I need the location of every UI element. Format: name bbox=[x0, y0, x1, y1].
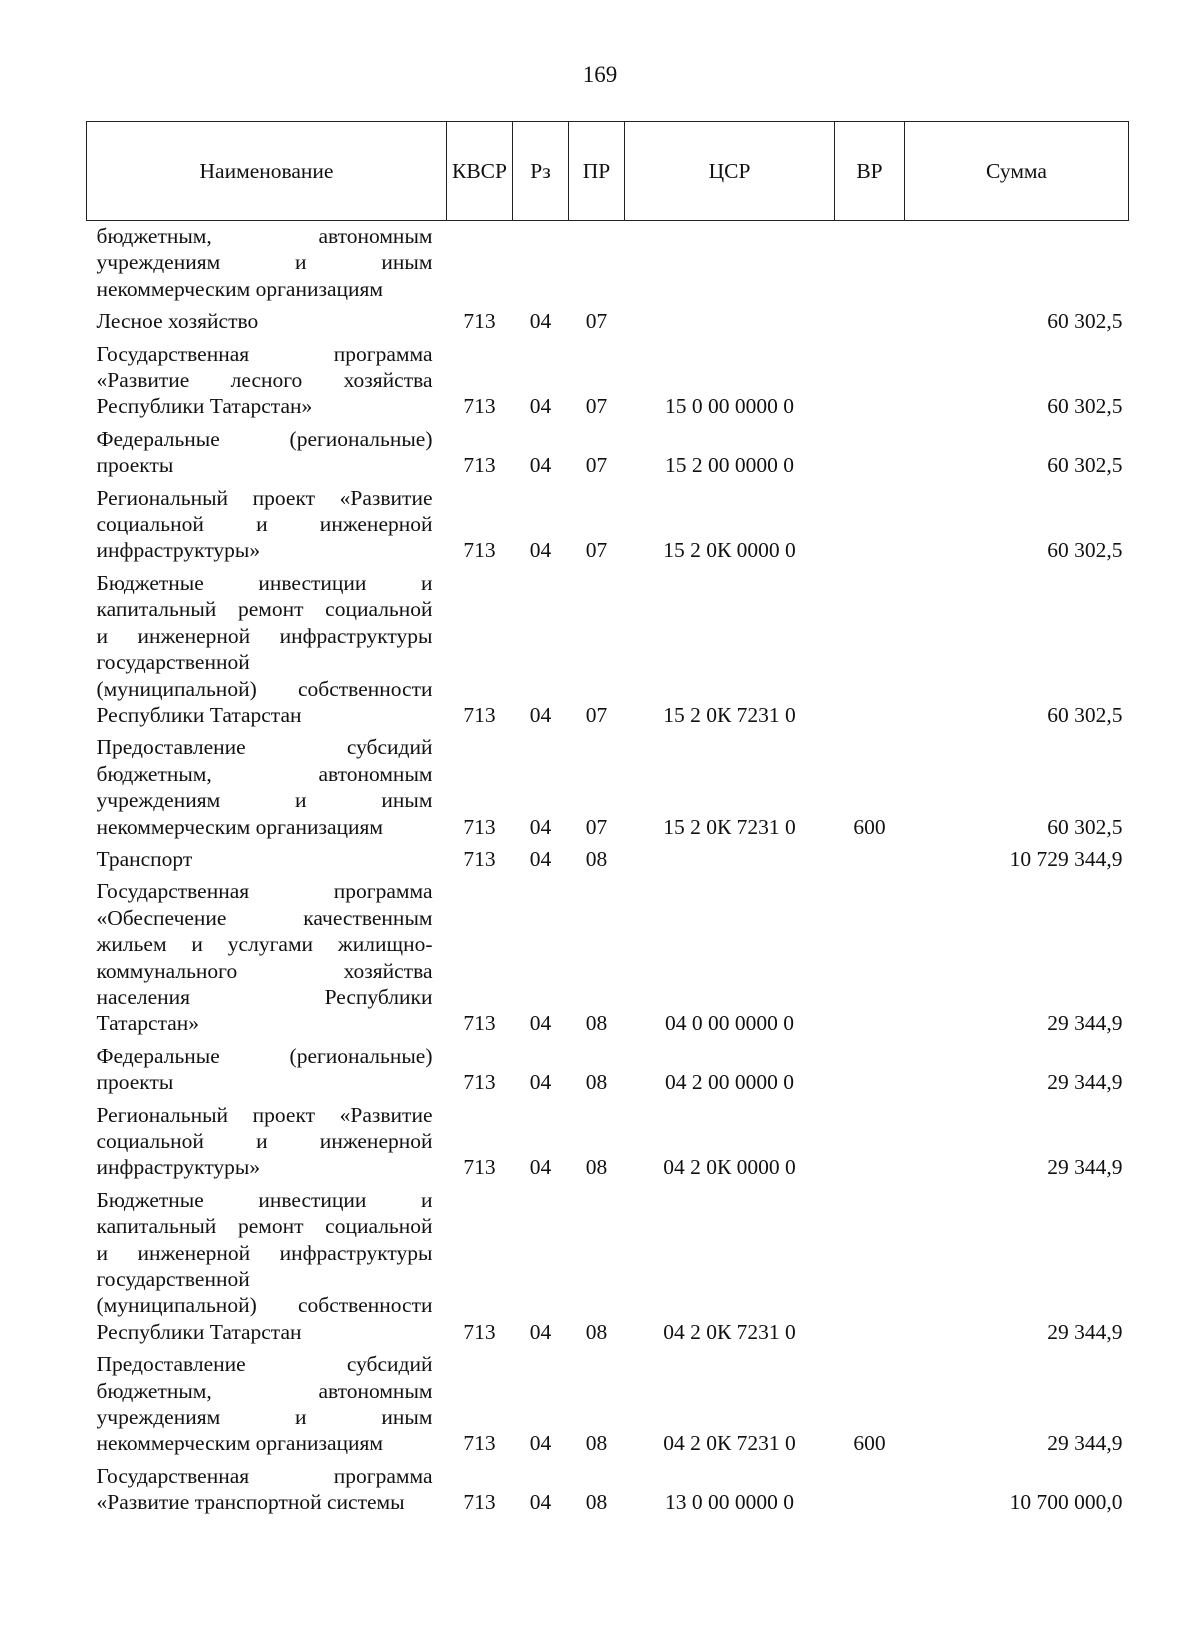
cell-csr: 04 2 0К 7231 0 bbox=[663, 1431, 796, 1456]
name-line: государственной bbox=[96, 1267, 250, 1292]
cell-name bbox=[87, 1099, 447, 1184]
cell-rz: 04 bbox=[529, 814, 552, 839]
cell-rz: 04 bbox=[529, 394, 552, 419]
cell-csr: 15 2 00 0000 0 bbox=[665, 453, 794, 478]
table-header bbox=[87, 122, 1129, 221]
name-line: Лесное хозяйство bbox=[96, 309, 259, 334]
cell-name bbox=[87, 338, 447, 423]
cell-pr: 08 bbox=[585, 1431, 608, 1456]
cell-pr: 07 bbox=[585, 309, 608, 334]
cell-name bbox=[87, 1348, 447, 1460]
name-line: Федеральные (региональные) bbox=[96, 1043, 433, 1068]
name-line: капитальный ремонт социальной bbox=[96, 597, 433, 622]
cell-vr bbox=[835, 221, 905, 306]
cell-kvsr: 713 bbox=[463, 394, 496, 419]
table-row bbox=[87, 1099, 1129, 1184]
cell-csr bbox=[625, 305, 835, 337]
name-line: Региональный проект «Развитие bbox=[96, 1102, 433, 1127]
name-line: инфраструктуры» bbox=[96, 538, 261, 563]
cell-pr: 08 bbox=[585, 1155, 608, 1180]
cell-sum bbox=[905, 221, 1129, 306]
cell-rz: 04 bbox=[529, 1319, 552, 1344]
name-line: и инженерной инфраструктуры bbox=[96, 623, 433, 648]
cell-sum: 29 344,9 bbox=[1047, 1155, 1123, 1180]
name-line: коммунального хозяйства bbox=[96, 958, 433, 983]
name-line: «Обеспечение качественным bbox=[96, 905, 433, 930]
name-line: Татарстан» bbox=[96, 1011, 200, 1036]
cell-pr: 07 bbox=[585, 453, 608, 478]
name-line: Государственная программа bbox=[96, 1463, 433, 1488]
cell-name bbox=[87, 731, 447, 843]
table-row bbox=[87, 731, 1129, 843]
name-line: социальной и инженерной bbox=[96, 1129, 433, 1153]
cell-sum: 60 302,5 bbox=[1047, 814, 1123, 839]
cell-vr bbox=[835, 1099, 905, 1184]
table-body bbox=[87, 221, 1129, 1519]
name-line: и инженерной инфраструктуры bbox=[96, 1240, 433, 1265]
page-number: 169 bbox=[582, 62, 618, 87]
cell-pr: 07 bbox=[585, 702, 608, 727]
cell-kvsr: 713 bbox=[463, 538, 496, 563]
name-line: Региональный проект «Развитие bbox=[96, 485, 433, 510]
name-line: Государственная программа bbox=[96, 879, 433, 904]
cell-rz: 04 bbox=[529, 846, 552, 871]
name-line: «Развитие транспортной системы bbox=[96, 1490, 405, 1515]
name-line: «Развитие лесного хозяйства bbox=[96, 368, 433, 393]
name-line: Республики Татарстан bbox=[96, 1319, 302, 1344]
name-line: инфраструктуры» bbox=[96, 1155, 261, 1180]
cell-pr: 08 bbox=[585, 1011, 608, 1036]
cell-rz: 04 bbox=[529, 538, 552, 563]
name-line: Республики Татарстан» bbox=[96, 394, 313, 419]
name-line: некоммерческим организациям bbox=[96, 814, 383, 839]
cell-sum: 29 344,9 bbox=[1047, 1070, 1123, 1095]
cell-vr bbox=[835, 1184, 905, 1348]
cell-rz: 04 bbox=[529, 1011, 552, 1036]
cell-sum: 60 302,5 bbox=[1047, 702, 1123, 727]
name-line: Предоставление субсидий bbox=[96, 1352, 433, 1377]
table-row bbox=[87, 843, 1129, 875]
table-row bbox=[87, 1040, 1129, 1099]
cell-vr bbox=[835, 875, 905, 1039]
cell-pr: 08 bbox=[585, 1070, 608, 1095]
cell-rz: 04 bbox=[529, 453, 552, 478]
header-sum: Сумма bbox=[905, 122, 1129, 221]
table-row bbox=[87, 338, 1129, 423]
budget-table bbox=[86, 121, 1129, 1519]
cell-rz bbox=[513, 221, 569, 306]
cell-name bbox=[87, 875, 447, 1039]
cell-kvsr: 713 bbox=[463, 1011, 496, 1036]
table-row bbox=[87, 567, 1129, 731]
cell-pr: 07 bbox=[585, 394, 608, 419]
cell-rz: 04 bbox=[529, 1490, 552, 1515]
cell-name bbox=[87, 482, 447, 567]
cell-name bbox=[87, 305, 447, 337]
cell-vr bbox=[835, 305, 905, 337]
cell-csr: 13 0 00 0000 0 bbox=[665, 1490, 794, 1515]
cell-vr bbox=[835, 567, 905, 731]
name-line: бюджетным, автономным bbox=[96, 761, 433, 786]
name-line: некоммерческим организациям bbox=[96, 276, 383, 301]
name-line: проекты bbox=[96, 453, 174, 478]
header-rz: Рз bbox=[513, 122, 569, 221]
name-line: капитальный ремонт социальной bbox=[96, 1214, 433, 1239]
name-line: учреждениям и иным bbox=[96, 788, 433, 813]
cell-pr: 08 bbox=[585, 1319, 608, 1344]
cell-sum: 29 344,9 bbox=[1047, 1319, 1123, 1344]
cell-kvsr: 713 bbox=[463, 1319, 496, 1344]
cell-sum: 60 302,5 bbox=[1047, 394, 1123, 419]
table-row bbox=[87, 423, 1129, 482]
cell-vr bbox=[835, 1040, 905, 1099]
cell-name bbox=[87, 1040, 447, 1099]
cell-sum: 10 700 000,0 bbox=[1009, 1490, 1123, 1515]
table-row bbox=[87, 875, 1129, 1039]
cell-kvsr bbox=[447, 221, 513, 306]
cell-sum: 60 302,5 bbox=[1047, 453, 1123, 478]
table-row bbox=[87, 1460, 1129, 1519]
name-line: Предоставление субсидий bbox=[96, 735, 433, 760]
cell-name bbox=[87, 1460, 447, 1519]
table-row bbox=[87, 1348, 1129, 1460]
cell-kvsr: 713 bbox=[463, 453, 496, 478]
cell-name bbox=[87, 423, 447, 482]
cell-csr: 15 2 0К 0000 0 bbox=[663, 538, 796, 563]
cell-csr bbox=[625, 221, 835, 306]
cell-csr: 04 2 0К 7231 0 bbox=[663, 1319, 796, 1344]
cell-vr bbox=[835, 338, 905, 423]
name-line: Республики Татарстан bbox=[96, 702, 302, 727]
name-line: государственной bbox=[96, 650, 250, 675]
name-line: проекты bbox=[96, 1070, 174, 1095]
name-line: населения Республики bbox=[96, 984, 433, 1009]
cell-kvsr: 713 bbox=[463, 702, 496, 727]
name-line: социальной и инженерной bbox=[96, 512, 433, 537]
table-row bbox=[87, 482, 1129, 567]
cell-rz: 04 bbox=[529, 1070, 552, 1095]
cell-vr: 600 bbox=[853, 814, 886, 839]
cell-kvsr: 713 bbox=[463, 814, 496, 839]
cell-csr: 15 0 00 0000 0 bbox=[665, 394, 794, 419]
cell-name bbox=[87, 221, 447, 306]
name-line: Государственная программа bbox=[96, 341, 433, 366]
cell-csr: 15 2 0К 7231 0 bbox=[663, 702, 796, 727]
name-line: учреждениям и иным bbox=[96, 1405, 433, 1430]
name-line: жильем и услугами жилищно- bbox=[96, 932, 433, 957]
cell-pr: 07 bbox=[585, 538, 608, 563]
cell-sum: 10 729 344,9 bbox=[1009, 846, 1123, 871]
header-vr: ВР bbox=[835, 122, 905, 221]
name-line: Федеральные (региональные) bbox=[96, 426, 433, 451]
header-csr: ЦСР bbox=[625, 122, 835, 221]
cell-pr: 08 bbox=[585, 1490, 608, 1515]
cell-vr bbox=[835, 1460, 905, 1519]
cell-pr: 08 bbox=[585, 846, 608, 871]
cell-pr bbox=[569, 221, 625, 306]
cell-name bbox=[87, 843, 447, 875]
cell-csr: 04 2 00 0000 0 bbox=[665, 1070, 794, 1095]
cell-csr bbox=[625, 843, 835, 875]
table-row bbox=[87, 1184, 1129, 1348]
cell-csr: 15 2 0К 7231 0 bbox=[663, 814, 796, 839]
cell-vr: 600 bbox=[853, 1431, 886, 1456]
name-line: Транспорт bbox=[96, 846, 193, 871]
cell-name bbox=[87, 1184, 447, 1348]
cell-sum: 60 302,5 bbox=[1047, 309, 1123, 334]
header-name: Наименование bbox=[87, 122, 447, 221]
cell-name bbox=[87, 567, 447, 731]
name-line: некоммерческим организациям bbox=[96, 1431, 383, 1456]
table-row bbox=[87, 305, 1129, 337]
name-line: (муниципальной) собственности bbox=[96, 1293, 433, 1318]
cell-kvsr: 713 bbox=[463, 1070, 496, 1095]
cell-rz: 04 bbox=[529, 309, 552, 334]
name-line: бюджетным, автономным bbox=[96, 1378, 433, 1403]
cell-rz: 04 bbox=[529, 1155, 552, 1180]
cell-vr bbox=[835, 843, 905, 875]
cell-csr: 04 0 00 0000 0 bbox=[665, 1011, 794, 1036]
cell-pr: 07 bbox=[585, 814, 608, 839]
header-kvsr: КВСР bbox=[447, 122, 513, 221]
cell-kvsr: 713 bbox=[463, 1431, 496, 1456]
cell-kvsr: 713 bbox=[463, 309, 496, 334]
cell-kvsr: 713 bbox=[463, 1155, 496, 1180]
cell-rz: 04 bbox=[529, 1431, 552, 1456]
name-line: учреждениям и иным bbox=[96, 250, 433, 275]
cell-rz: 04 bbox=[529, 702, 552, 727]
cell-vr bbox=[835, 482, 905, 567]
header-pr: ПР bbox=[569, 122, 625, 221]
name-line: Бюджетные инвестиции и bbox=[96, 1187, 433, 1212]
name-line: (муниципальной) собственности bbox=[96, 676, 433, 701]
cell-kvsr: 713 bbox=[463, 1490, 496, 1515]
cell-sum: 29 344,9 bbox=[1047, 1011, 1123, 1036]
name-line: Бюджетные инвестиции и bbox=[96, 570, 433, 595]
cell-sum: 29 344,9 bbox=[1047, 1431, 1123, 1456]
name-line: бюджетным, автономным bbox=[96, 224, 433, 248]
cell-sum: 60 302,5 bbox=[1047, 538, 1123, 563]
cell-kvsr: 713 bbox=[463, 846, 496, 871]
cell-csr: 04 2 0К 0000 0 bbox=[663, 1155, 796, 1180]
table-row bbox=[87, 221, 1129, 306]
cell-vr bbox=[835, 423, 905, 482]
